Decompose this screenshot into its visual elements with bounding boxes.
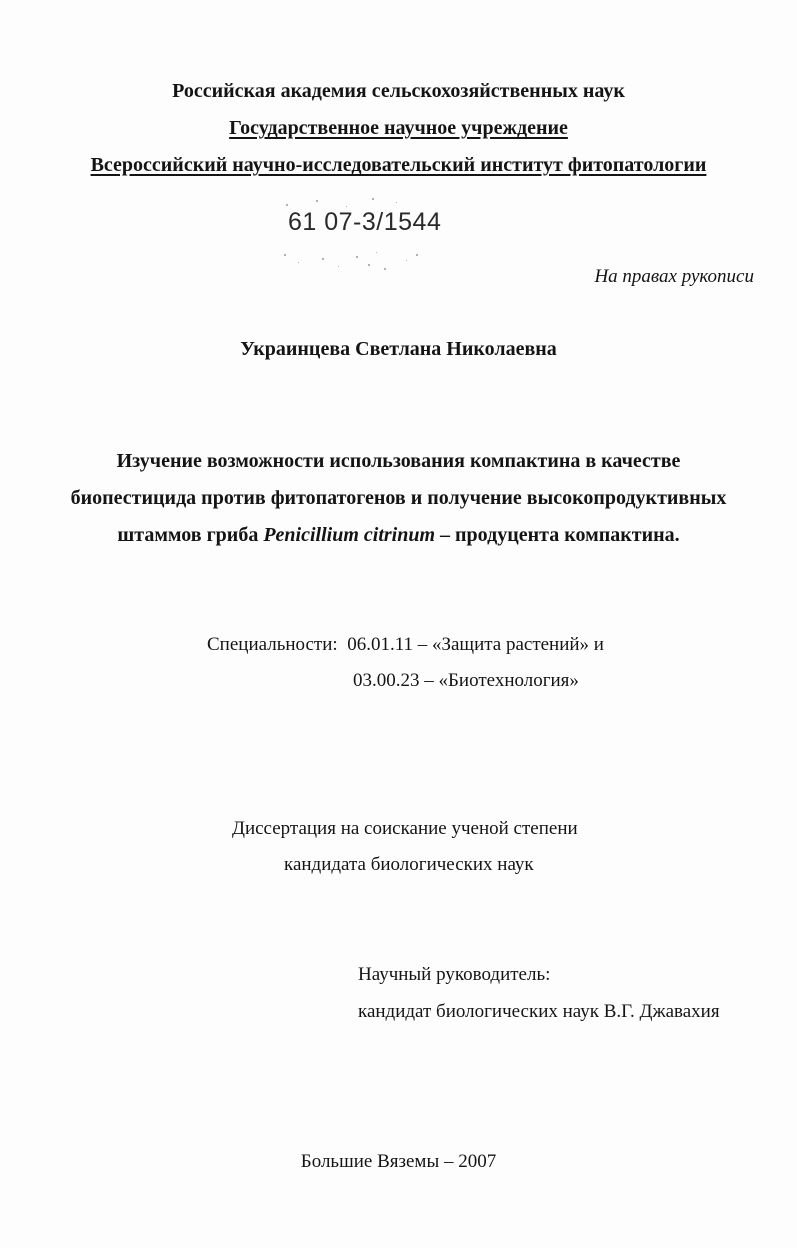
title-line-1: Изучение возможности использования компактина в качестве bbox=[116, 450, 681, 472]
specialty-1: 06.01.11 – «Защита растений» и bbox=[347, 634, 604, 655]
dissertation-line-1: Диссертация на соискание ученой степени bbox=[232, 818, 578, 839]
institution-type: Государственное научное учреждение bbox=[229, 117, 568, 139]
supervisor-label: Научный руководитель: bbox=[358, 964, 551, 985]
title-line-3-prefix: штаммов гриба bbox=[117, 524, 264, 546]
academy-name: Российская академия сельскохозяйственных наук bbox=[172, 80, 625, 102]
species-name: Penicillium citrinum bbox=[263, 524, 436, 546]
dissertation-line-2: кандидата биологических наук bbox=[284, 854, 534, 875]
institute-name: Всероссийский научно-исследовательский институт фитопатологии bbox=[90, 154, 707, 176]
specialties-line-1 bbox=[207, 634, 604, 656]
place-and-year: Большие Вяземы – 2007 bbox=[300, 1151, 497, 1172]
specialties-label: Специальности: bbox=[207, 634, 338, 655]
title-line-2: биопестицида против фитопатогенов и получение высокопродуктивных bbox=[70, 487, 727, 509]
manuscript-note: На правах рукописи bbox=[594, 266, 754, 287]
specialty-2: 03.00.23 – «Биотехнология» bbox=[353, 670, 579, 691]
title-line-3-suffix: – продуцента компактина. bbox=[435, 524, 680, 546]
author-name: Украинцева Светлана Николаевна bbox=[240, 338, 557, 360]
supervisor-name: кандидат биологических наук В.Г. Джавахия bbox=[358, 1001, 720, 1022]
archive-stamp-number: 61 07-3/1544 bbox=[288, 208, 442, 236]
title-line-3 bbox=[0, 524, 797, 547]
